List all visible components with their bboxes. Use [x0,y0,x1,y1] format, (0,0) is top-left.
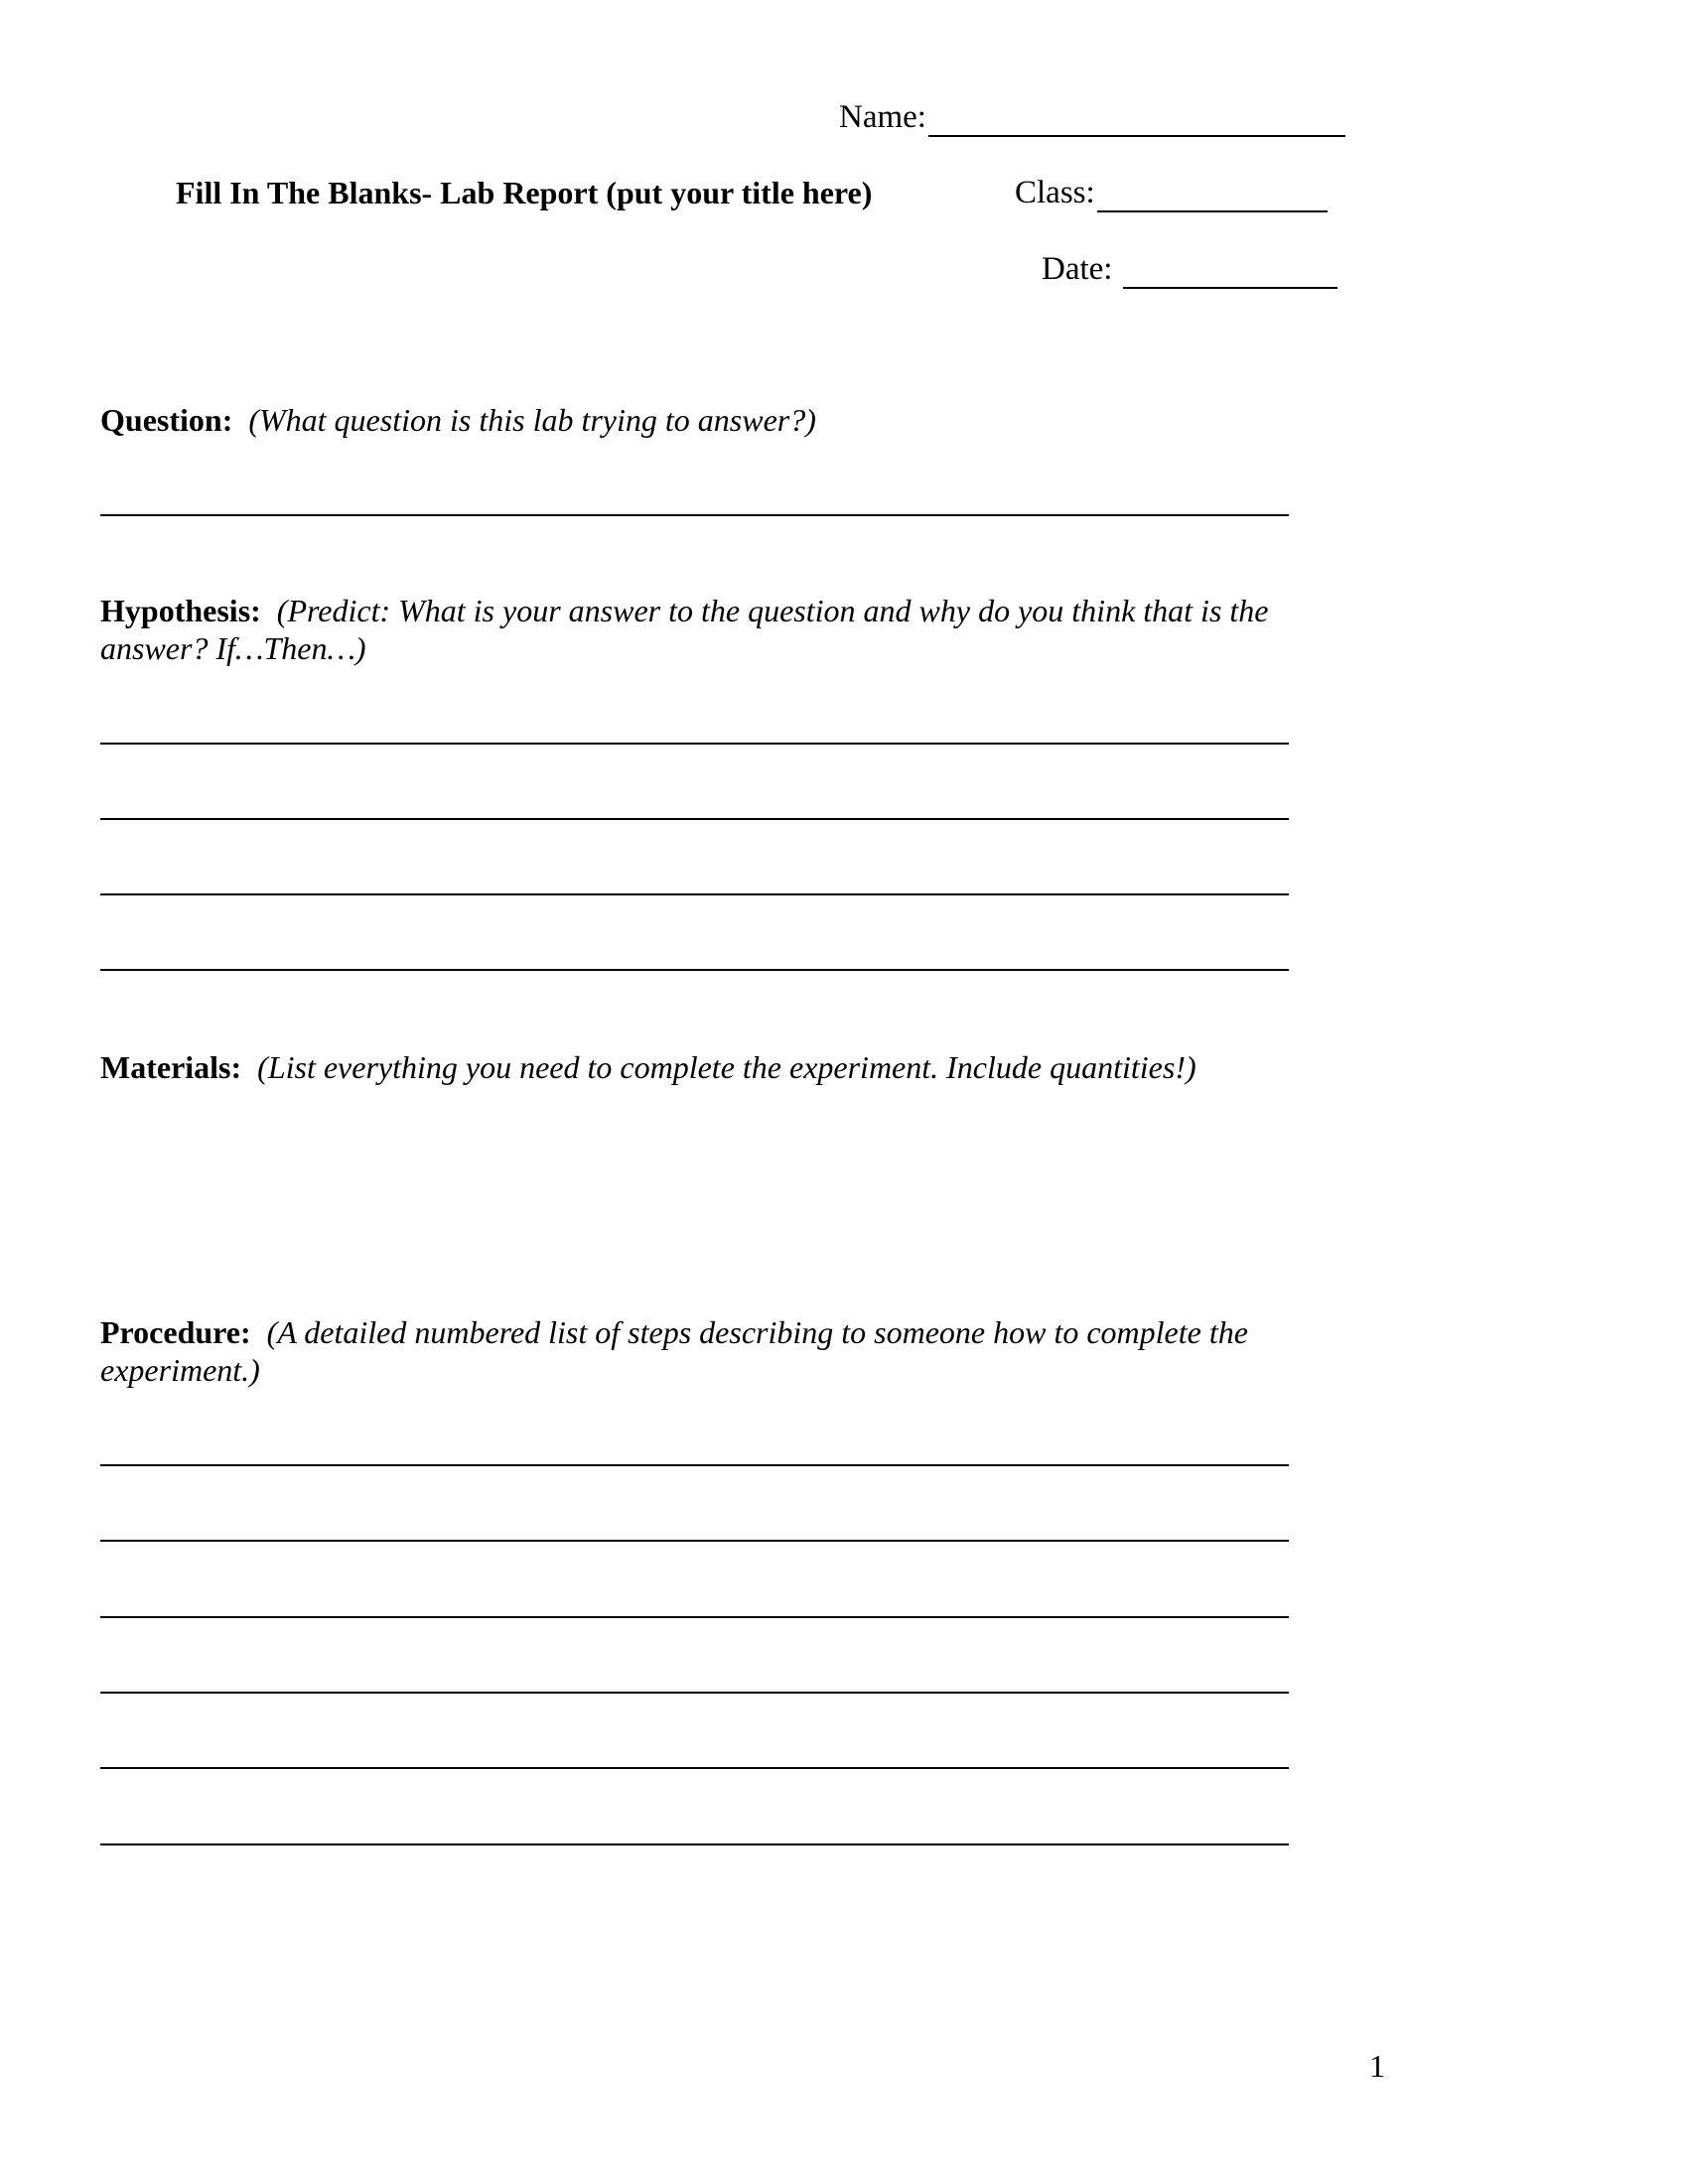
hypothesis-answer-line[interactable] [100,818,1289,820]
hypothesis-section [100,592,1341,667]
procedure-answer-line[interactable] [100,1616,1289,1618]
date-blank[interactable] [1123,255,1337,289]
hypothesis-answer-line[interactable] [100,743,1289,745]
document-title: Fill In The Blanks- Lab Report (put your title here) [176,175,873,210]
name-row [839,97,1345,137]
procedure-answer-line[interactable] [100,1692,1289,1694]
class-row [1015,173,1328,212]
hypothesis-answer-line[interactable] [100,969,1289,971]
hypothesis-label: Hypothesis: [100,593,261,628]
materials-label: Materials: [100,1049,242,1085]
materials-prompt: (List everything you need to complete the experiment. Include quantities!) [257,1049,1196,1085]
procedure-label: Procedure: [100,1314,251,1350]
procedure-prompt: (A detailed numbered list of steps describing to someone how to complete the experiment.) [100,1314,1248,1388]
page-number: 1 [1369,2048,1385,2084]
procedure-answer-line[interactable] [100,1464,1289,1466]
date-label: Date: [1042,251,1113,287]
procedure-section [100,1313,1341,1389]
procedure-answer-line[interactable] [100,1540,1289,1542]
name-blank[interactable] [928,103,1345,137]
name-label: Name: [839,99,926,135]
question-label: Question: [100,402,233,438]
procedure-answer-line[interactable] [100,1843,1289,1845]
procedure-answer-line[interactable] [100,1767,1289,1769]
materials-section [100,1048,1341,1086]
hypothesis-answer-line[interactable] [100,893,1289,895]
hypothesis-prompt: (Predict: What is your answer to the question and why do you think that is the answer? If…Then…) [100,593,1269,666]
class-label: Class: [1015,175,1095,210]
date-row [1042,249,1337,289]
question-answer-line[interactable] [100,514,1289,516]
question-section [100,401,1341,439]
class-blank[interactable] [1097,179,1328,212]
question-prompt: (What question is this lab trying to answer?) [248,402,816,438]
